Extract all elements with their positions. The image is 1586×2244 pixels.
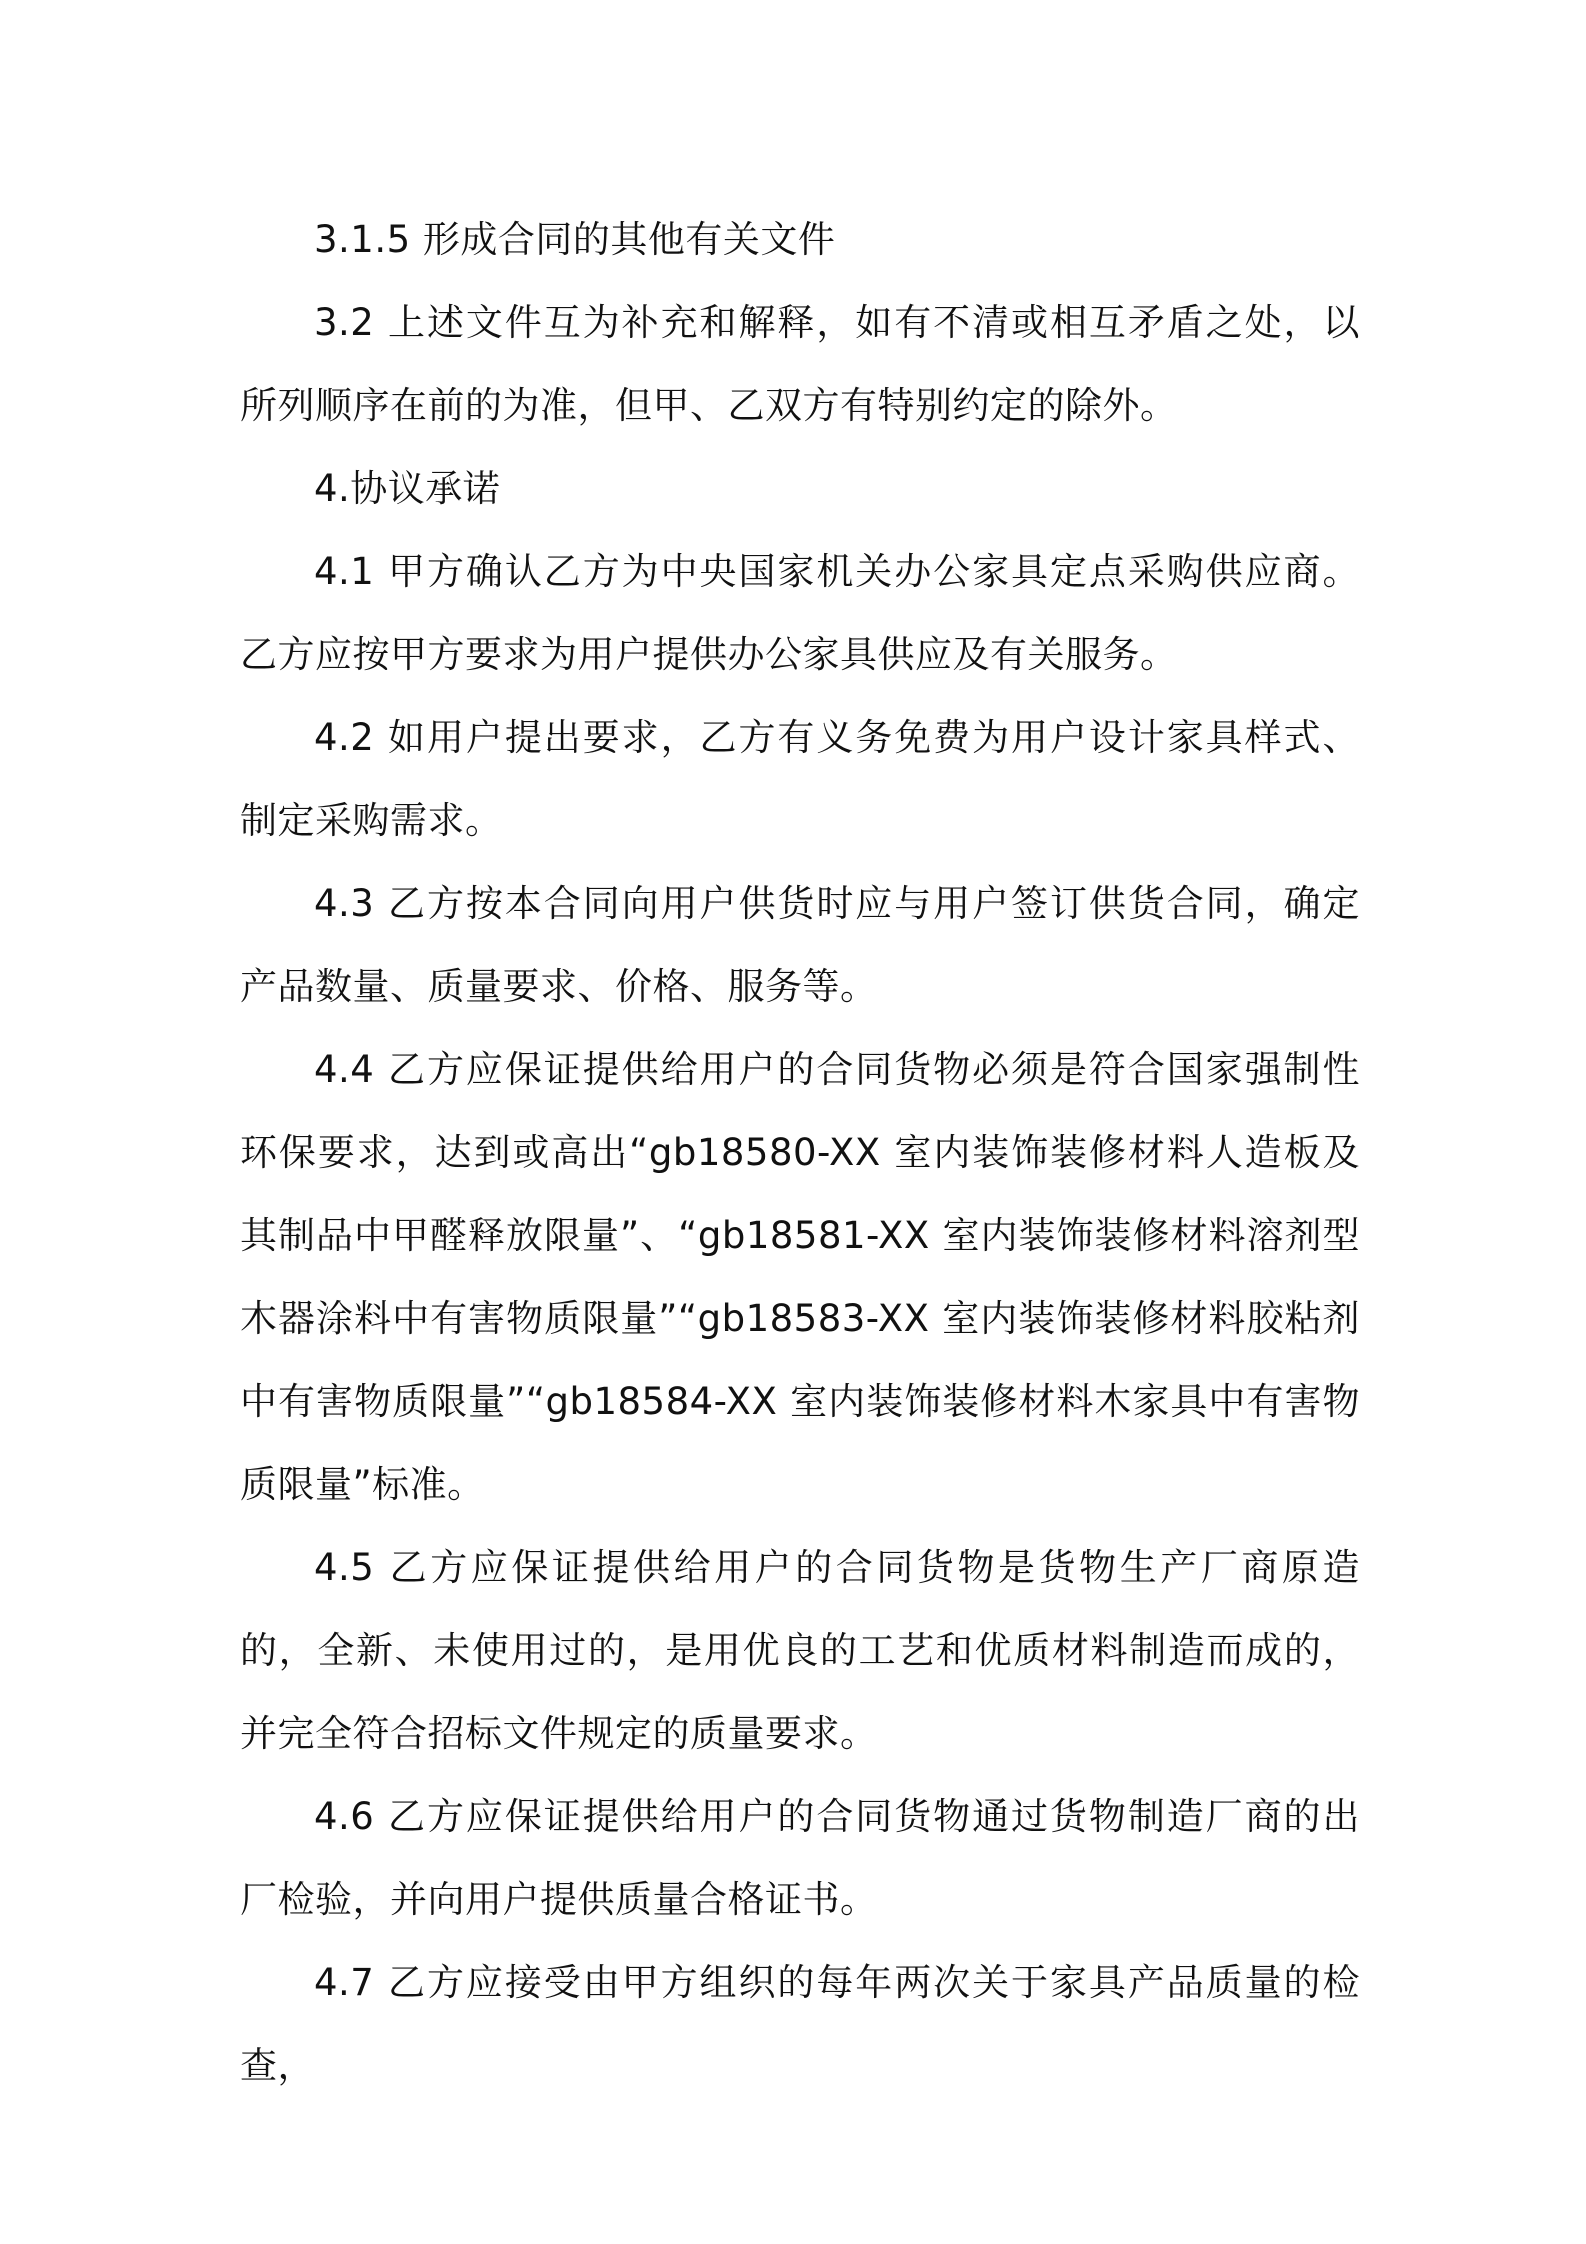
document-body <box>240 198 1360 2107</box>
paragraph-4-1: 4.1 甲方确认乙方为中央国家机关办公家具定点采购供应商。乙方应按甲方要求为用户提供办公家具供应及有关服务。 <box>240 550 1360 676</box>
paragraph-4-4: 4.4 乙方应保证提供给用户的合同货物必须是符合国家强制性环保要求，达到或高出“gb18580-XX 室内装饰装修材料人造板及其制品中甲醛释放限量”、“gb18581-XX 室内装饰装修材料溶剂型木器涂料中有害物质限量”“gb18583-XX 室内装饰装修材料胶粘剂中有害物质限量”“gb18584-XX 室内装饰装修材料木家具中有害物质限量”标准。 <box>240 1048 1360 1506</box>
paragraph-3-1-5: 3.1.5 形成合同的其他有关文件 <box>314 218 836 261</box>
paragraph-4-7: 4.7 乙方应接受由甲方组织的每年两次关于家具产品质量的检查， <box>240 1961 1360 2087</box>
paragraph-3-2: 3.2 上述文件互为补充和解释，如有不清或相互矛盾之处，以所列顺序在前的为准，但甲、乙双方有特别约定的除外。 <box>240 301 1360 427</box>
section-heading-4: 4.协议承诺 <box>314 467 501 510</box>
paragraph-4-5: 4.5 乙方应保证提供给用户的合同货物是货物生产厂商原造的，全新、未使用过的，是用优良的工艺和优质材料制造而成的，并完全符合招标文件规定的质量要求。 <box>240 1546 1360 1755</box>
paragraph-4-6: 4.6 乙方应保证提供给用户的合同货物通过货物制造厂商的出厂检验，并向用户提供质量合格证书。 <box>240 1795 1360 1921</box>
paragraph-4-3: 4.3 乙方按本合同向用户供货时应与用户签订供货合同，确定产品数量、质量要求、价格、服务等。 <box>240 882 1360 1008</box>
paragraph-4-2: 4.2 如用户提出要求，乙方有义务免费为用户设计家具样式、制定采购需求。 <box>240 716 1360 842</box>
